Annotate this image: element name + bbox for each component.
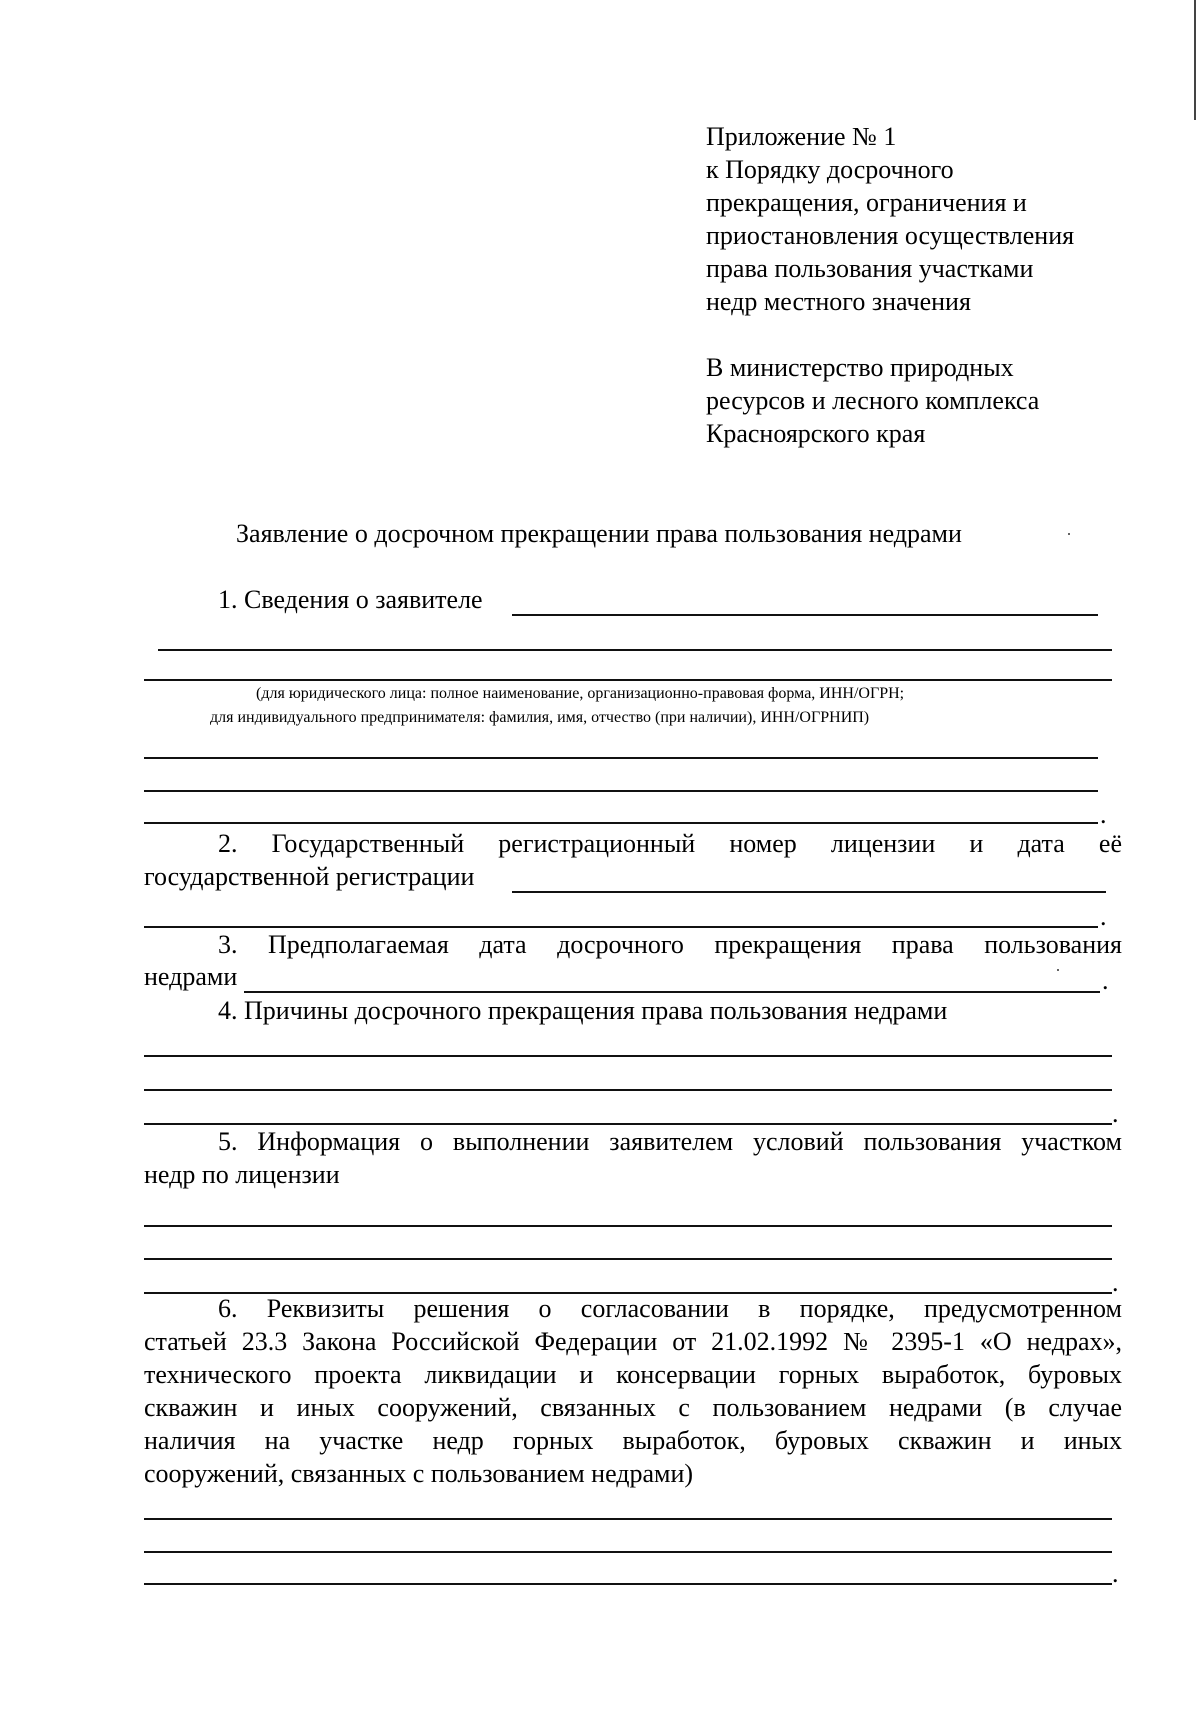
termination-reasons-field[interactable] bbox=[144, 1089, 1112, 1091]
section5-text: недр по лицензии bbox=[144, 1160, 340, 1189]
line-end-period: . bbox=[1102, 966, 1109, 995]
scan-speck bbox=[1068, 533, 1070, 535]
section1-hint: для индивидуального предпринимателя: фамилия, имя, отчество (при наличии), ИНН/ОГРНИП) bbox=[210, 709, 870, 726]
appendix-line: приостановления осуществления bbox=[706, 221, 1075, 250]
applicant-info-field[interactable] bbox=[144, 790, 1098, 792]
decision-details-field[interactable] bbox=[144, 1551, 1112, 1553]
addressee-block bbox=[706, 351, 1039, 450]
license-number-field[interactable] bbox=[512, 891, 1106, 893]
applicant-info-field[interactable] bbox=[144, 679, 1112, 681]
scan-speck bbox=[1057, 969, 1059, 971]
addressee-line: Красноярского края bbox=[706, 419, 926, 448]
appendix-line: Приложение № 1 bbox=[706, 122, 897, 151]
applicant-info-field[interactable] bbox=[144, 757, 1098, 759]
section1-label: 1. Сведения о заявителе bbox=[218, 585, 483, 614]
section6-line: статьей 23.3 Закона Российской Федерации от 21.02.1992 № 2395-1 «О недрах», bbox=[144, 1327, 1122, 1356]
addressee-line: ресурсов и лесного комплекса bbox=[706, 386, 1040, 415]
line-end-period: . bbox=[1100, 800, 1107, 829]
appendix-line: прекращения, ограничения и bbox=[706, 188, 1027, 217]
section6-line: 6. Реквизиты решения о согласовании в порядке, предусмотренном bbox=[218, 1294, 1122, 1323]
line-end-period: . bbox=[1100, 902, 1107, 931]
termination-reasons-field[interactable] bbox=[144, 1055, 1112, 1057]
section4-text: 4. Причины досрочного прекращения права пользования недрами bbox=[218, 996, 948, 1025]
section3-text: 3. Предполагаемая дата досрочного прекращения права пользования bbox=[218, 930, 1122, 959]
section6-line: скважин и иных сооружений, связанных с пользованием недрами (в случае bbox=[144, 1393, 1122, 1422]
section3-text: недрами bbox=[144, 962, 238, 991]
applicant-info-field[interactable] bbox=[144, 822, 1098, 824]
section2-text: государственной регистрации bbox=[144, 862, 475, 891]
section6-paragraph bbox=[144, 1292, 1122, 1490]
section6-line: наличия на участке недр горных выработок, буровых скважин и иных bbox=[144, 1426, 1122, 1455]
decision-details-field[interactable] bbox=[144, 1583, 1112, 1585]
termination-date-field[interactable] bbox=[244, 991, 1100, 993]
line-end-period: . bbox=[1112, 1099, 1119, 1128]
section6-line: сооружений, связанных с пользованием недрами) bbox=[144, 1459, 694, 1488]
appendix-block bbox=[706, 120, 1074, 318]
applicant-info-field[interactable] bbox=[158, 649, 1112, 651]
appendix-line: права пользования участками bbox=[706, 254, 1034, 283]
line-end-period: . bbox=[1112, 1268, 1119, 1297]
decision-details-field[interactable] bbox=[144, 1518, 1112, 1520]
license-compliance-field[interactable] bbox=[144, 1225, 1112, 1227]
license-compliance-field[interactable] bbox=[144, 1258, 1112, 1260]
document-title: Заявление о досрочном прекращении права пользования недрами bbox=[236, 519, 962, 548]
section1-hint: (для юридического лица: полное наименование, организационно-правовая форма, ИНН/ОГРН; bbox=[256, 685, 905, 702]
line-end-period: . bbox=[1112, 1559, 1119, 1588]
section5-text: 5. Информация о выполнении заявителем условий пользования участком bbox=[218, 1127, 1122, 1156]
section6-line: технического проекта ликвидации и консервации горных выработок, буровых bbox=[144, 1360, 1122, 1389]
appendix-line: к Порядку досрочного bbox=[706, 155, 954, 184]
applicant-info-field[interactable] bbox=[512, 614, 1098, 616]
section2-text: 2. Государственный регистрационный номер лицензии и дата её bbox=[218, 829, 1122, 858]
scan-edge-mark bbox=[1194, 0, 1196, 120]
addressee-line: В министерство природных bbox=[706, 353, 1014, 382]
appendix-line: недр местного значения bbox=[706, 287, 971, 316]
